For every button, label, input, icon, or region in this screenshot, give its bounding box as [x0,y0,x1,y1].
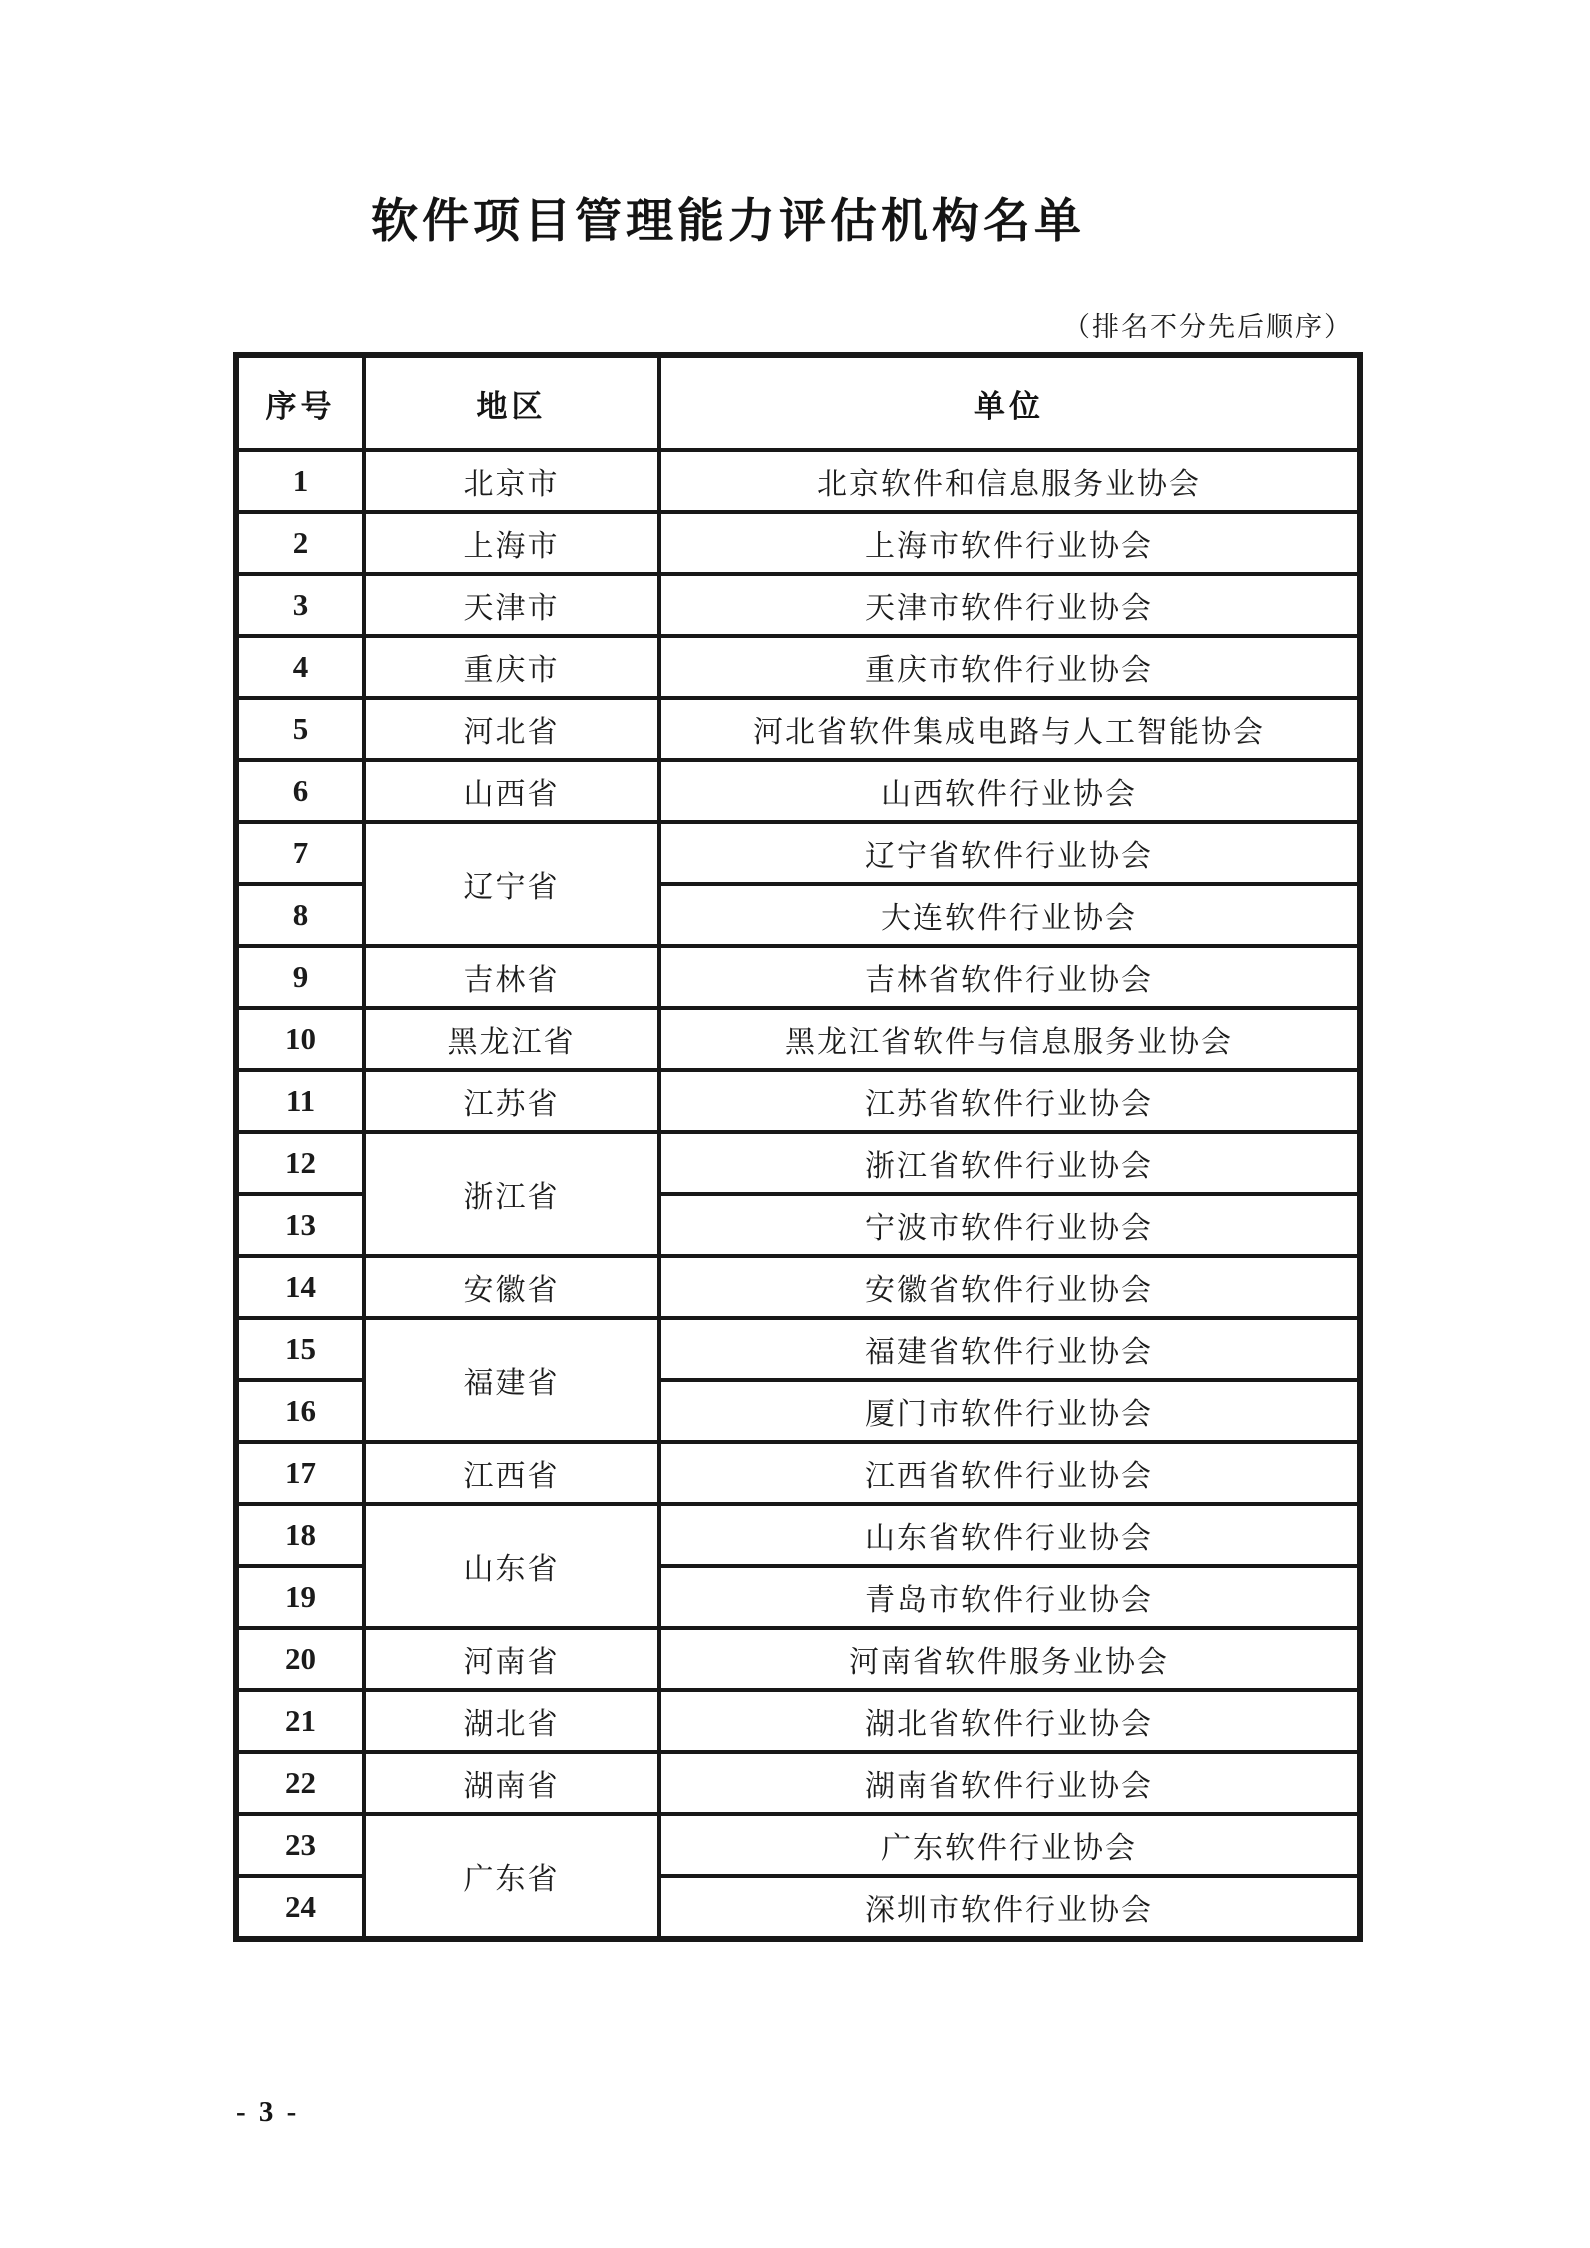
row-number-cell: 1 [236,450,364,512]
region-cell: 江西省 [364,1442,659,1504]
row-number-cell: 14 [236,1256,364,1318]
region-cell: 湖南省 [364,1752,659,1814]
table-row [236,1690,1360,1752]
row-number-cell: 6 [236,760,364,822]
row-number-cell: 21 [236,1690,364,1752]
unit-cell: 山东省软件行业协会 [659,1504,1360,1566]
row-number-cell: 9 [236,946,364,1008]
region-cell: 福建省 [364,1318,659,1442]
unit-cell: 广东软件行业协会 [659,1814,1360,1876]
unit-cell: 厦门市软件行业协会 [659,1380,1360,1442]
table-row [236,760,1360,822]
table-row [236,1008,1360,1070]
region-cell: 辽宁省 [364,822,659,946]
page-title: 软件项目管理能力评估机构名单 [371,194,1085,247]
header-cell-region: 地区 [364,355,659,450]
row-number-cell: 23 [236,1814,364,1876]
region-cell: 湖北省 [364,1690,659,1752]
table-row [236,1628,1360,1690]
row-number-cell: 3 [236,574,364,636]
unit-cell: 江西省软件行业协会 [659,1442,1360,1504]
table-row [236,636,1360,698]
region-cell: 山东省 [364,1504,659,1628]
table-row [236,450,1360,512]
row-number-cell: 8 [236,884,364,946]
row-number-cell: 7 [236,822,364,884]
region-cell: 上海市 [364,512,659,574]
assessment-table [233,352,1363,1942]
table-row [236,1814,1360,1876]
table-row [236,512,1360,574]
unit-cell: 大连软件行业协会 [659,884,1360,946]
region-cell: 黑龙江省 [364,1008,659,1070]
row-number-cell: 10 [236,1008,364,1070]
row-number-cell: 16 [236,1380,364,1442]
region-cell: 河北省 [364,698,659,760]
row-number-cell: 17 [236,1442,364,1504]
unit-cell: 浙江省软件行业协会 [659,1132,1360,1194]
row-number-cell: 2 [236,512,364,574]
table-row [236,1132,1360,1194]
region-cell: 河南省 [364,1628,659,1690]
table-row [236,1752,1360,1814]
unit-cell: 湖南省软件行业协会 [659,1752,1360,1814]
unit-cell: 福建省软件行业协会 [659,1318,1360,1380]
row-number-cell: 12 [236,1132,364,1194]
row-number-cell: 4 [236,636,364,698]
page-number: - 3 - [236,2096,300,2128]
unit-cell: 上海市软件行业协会 [659,512,1360,574]
region-cell: 浙江省 [364,1132,659,1256]
table-row [236,1256,1360,1318]
header-cell-unit: 单位 [659,355,1360,450]
region-cell: 安徽省 [364,1256,659,1318]
region-cell: 天津市 [364,574,659,636]
ranking-note: （排名不分先后顺序） [1063,312,1353,342]
table-row [236,822,1360,884]
table-row [236,1318,1360,1380]
unit-cell: 宁波市软件行业协会 [659,1194,1360,1256]
unit-cell: 天津市软件行业协会 [659,574,1360,636]
unit-cell: 黑龙江省软件与信息服务业协会 [659,1008,1360,1070]
row-number-cell: 18 [236,1504,364,1566]
region-cell: 重庆市 [364,636,659,698]
unit-cell: 深圳市软件行业协会 [659,1876,1360,1939]
table-row [236,946,1360,1008]
assessment-table-body [236,450,1360,1939]
row-number-cell: 20 [236,1628,364,1690]
region-cell: 北京市 [364,450,659,512]
row-number-cell: 15 [236,1318,364,1380]
unit-cell: 安徽省软件行业协会 [659,1256,1360,1318]
row-number-cell: 13 [236,1194,364,1256]
row-number-cell: 24 [236,1876,364,1939]
table-row [236,574,1360,636]
row-number-cell: 5 [236,698,364,760]
unit-cell: 江苏省软件行业协会 [659,1070,1360,1132]
table-row [236,1442,1360,1504]
region-cell: 吉林省 [364,946,659,1008]
unit-cell: 河南省软件服务业协会 [659,1628,1360,1690]
unit-cell: 山西软件行业协会 [659,760,1360,822]
row-number-cell: 19 [236,1566,364,1628]
unit-cell: 辽宁省软件行业协会 [659,822,1360,884]
unit-cell: 湖北省软件行业协会 [659,1690,1360,1752]
region-cell: 广东省 [364,1814,659,1939]
header-cell-no: 序号 [236,355,364,450]
unit-cell: 重庆市软件行业协会 [659,636,1360,698]
table-row [236,1070,1360,1132]
region-cell: 山西省 [364,760,659,822]
unit-cell: 北京软件和信息服务业协会 [659,450,1360,512]
table-row [236,698,1360,760]
row-number-cell: 22 [236,1752,364,1814]
row-number-cell: 11 [236,1070,364,1132]
unit-cell: 青岛市软件行业协会 [659,1566,1360,1628]
table-header-row [236,355,1360,450]
unit-cell: 吉林省软件行业协会 [659,946,1360,1008]
region-cell: 江苏省 [364,1070,659,1132]
unit-cell: 河北省软件集成电路与人工智能协会 [659,698,1360,760]
table-row [236,1504,1360,1566]
